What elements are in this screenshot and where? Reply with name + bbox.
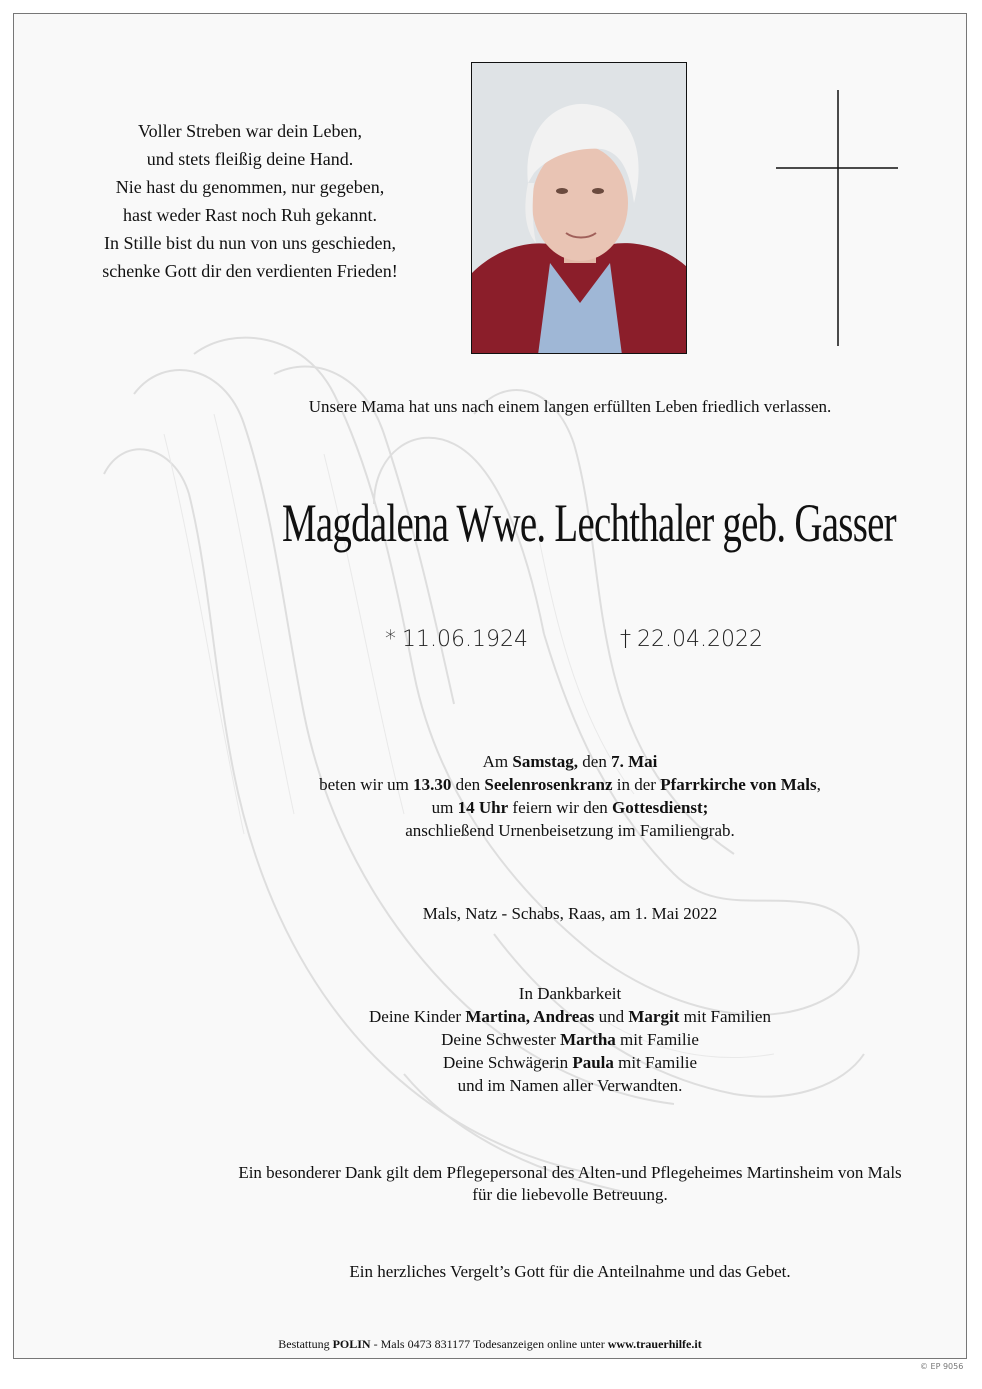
website-link[interactable]: www.trauerhilfe.it [607, 1337, 702, 1351]
family-line: In Dankbarkeit [518, 984, 622, 1003]
poem-line: In Stille bist du nun von uns geschieden, [104, 233, 396, 253]
cross-icon [776, 90, 898, 346]
poem-line: schenke Gott dir den verdienten Frieden! [102, 261, 398, 281]
poem-line: Voller Streben war dein Leben, [137, 121, 363, 141]
service-line: um 14 Uhr feiern wir den Gottesdienst; [431, 798, 709, 817]
family-line: Deine Schwester Martha mit Familie [441, 1030, 699, 1049]
print-code: © EP 9056 [920, 1362, 964, 1371]
family-line: und im Namen aller Verwandten. [457, 1076, 683, 1095]
family-line: Deine Kinder Martina, Andreas und Margit mit Familien [369, 1007, 771, 1026]
death-date [620, 627, 763, 652]
closing-text: Ein herzliches Vergelt’s Gott für die Anteilnahme und das Gebet. [349, 1262, 791, 1281]
poem-line: hast weder Rast noch Ruh gekannt. [123, 205, 377, 225]
birth-date-value: 11.06.1924 [402, 627, 528, 652]
footer: Bestattung POLIN - Mals 0473 831177 Todesanzeigen online unter www.trauerhilfe.it [278, 1337, 702, 1351]
dagger-icon: † [620, 627, 631, 652]
poem-line: Nie hast du genommen, nur gegeben, [115, 177, 385, 197]
deceased-name: Magdalena Wwe. Lechthaler geb. Gasser [282, 493, 896, 553]
service-line: Am Samstag, den 7. Mai [482, 752, 658, 771]
birth-date [385, 627, 528, 652]
thanks-line: Ein besonderer Dank gilt dem Pflegepersonal des Alten-und Pflegeheimes Martinsheim von Mals [238, 1163, 902, 1182]
thanks-text [100, 1162, 982, 1206]
thanks-line: für die liebevolle Betreuung. [472, 1185, 668, 1204]
place-date: Mals, Natz - Schabs, Raas, am 1. Mai 2022 [422, 904, 718, 923]
service-line: anschließend Urnenbeisetzung im Familiengrab. [405, 821, 735, 840]
family-signature [200, 982, 940, 1097]
poem [80, 117, 420, 285]
poem-line: und stets fleißig deine Hand. [146, 149, 354, 169]
family-line: Deine Schwägerin Paula mit Familie [442, 1053, 697, 1072]
star-icon: * [385, 627, 396, 652]
intro-text: Unsere Mama hat uns nach einem langen erfüllten Leben friedlich verlassen. [308, 397, 832, 416]
portrait-photo [471, 62, 687, 354]
service-details [200, 750, 940, 842]
service-line: beten wir um 13.30 den Seelenrosenkranz in der Pfarrkirche von Mals, [319, 775, 821, 794]
death-date-value: 22.04.2022 [637, 627, 763, 652]
